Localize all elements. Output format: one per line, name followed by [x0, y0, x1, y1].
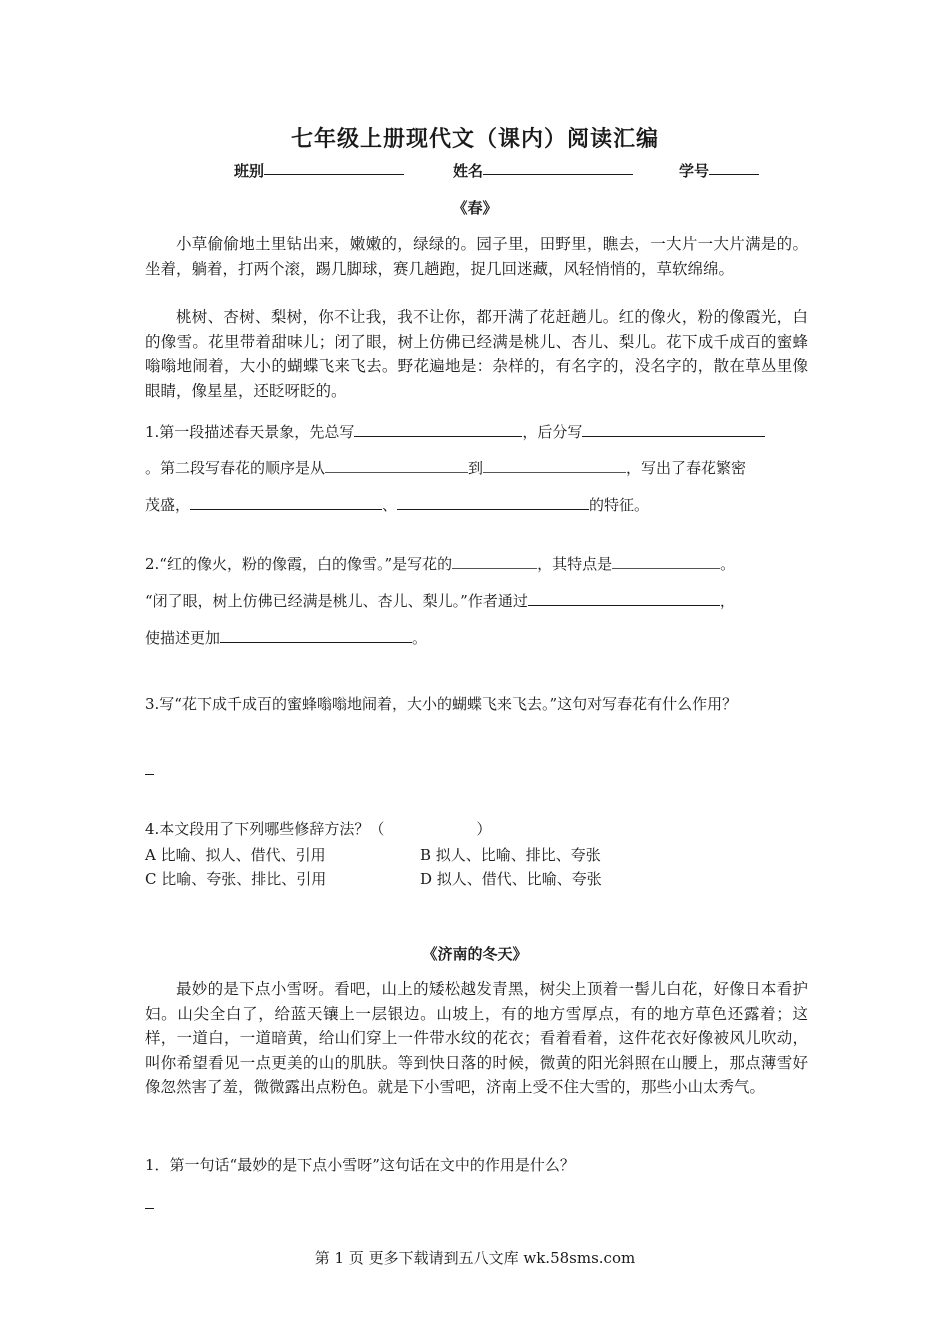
q1-text-a: 1.第一段描述春天景象，先总写 [145, 423, 355, 441]
q4-option-c[interactable]: C 比喻、夸张、排比、引用 [145, 870, 327, 888]
q2-text-e: ， [719, 592, 735, 610]
q2-text-d: “闭了眼，树上仿佛已经满是桃儿、杏儿、梨儿。”作者通过 [145, 592, 528, 610]
id-field [679, 160, 709, 181]
q2-text-g: 。 [412, 629, 428, 647]
question-1-line-2 [145, 457, 808, 478]
name-field [453, 160, 483, 181]
spring-paragraph-2: 桃树、杏树、梨树，你不让我，我不让你，都开满了花赶趟儿。红的像火，粉的像霞光，白的像雪。花里带着甜味儿；闭了眼，树上仿佛已经满是桃儿、杏儿、梨儿。花下成千成百的蜜蜂嗡嗡地闹着，大小的蝴蝶飞来飞去。野花遍地是：杂样的，有名字的，没名字的，散在草丛里像眼睛，像星星，还眨呀眨的。 [145, 308, 808, 400]
q1-blank-6[interactable] [397, 495, 589, 510]
id-blank[interactable] [709, 160, 759, 175]
document-title: 七年级上册现代文（课内）阅读汇编 [290, 126, 659, 152]
id-label: 学号 [679, 162, 710, 180]
q1-blank-3[interactable] [325, 458, 468, 473]
q4-option-a[interactable]: A 比喻、拟人、借代、引用 [145, 846, 326, 864]
q2-text-f: 使描述更加 [145, 629, 221, 647]
spring-paragraph-1: 小草偷偷地土里钻出来，嫩嫩的，绿绿的。园子里，田野里，瞧去，一大片一大片满是的。坐着，躺着，打两个滚，踢几脚球，赛几趟跑，捉几回迷藏，风轻悄悄的，草软绵绵。 [145, 235, 808, 278]
q1-blank-5[interactable] [190, 495, 382, 510]
question-3-answer-line[interactable] [145, 774, 154, 775]
q1-blank-2[interactable] [582, 422, 765, 437]
section-title-jinan-winter: 《济南的冬天》 [422, 945, 528, 963]
q2-blank-4[interactable] [220, 628, 412, 643]
class-field [234, 160, 264, 181]
jinan-paragraph-1: 最妙的是下点小雪呀。看吧，山上的矮松越发青黑，树尖上顶着一髻儿白花，好像日本看护妇。山尖全白了，给蓝天镶上一层银边。山坡上，有的地方雪厚点，有的地方草色还露着；这样，一道白，一道暗黄，给山们穿上一件带水纹的花衣；看着看着，这件花衣好像被风儿吹动，叫你希望看见一点更美的山的肌肤。等到快日落的时候，微黄的阳光斜照在山腰上，那点薄雪好像忽然害了羞，微微露出点粉色。就是下小雪吧，济南上受不住大雪的，那些小山太秀气。 [145, 980, 808, 1096]
question-1-line-3 [145, 494, 808, 515]
q4-stem-text: 4.本文段用了下列哪些修辞方法？（ [145, 820, 385, 838]
question-2-line-1 [145, 553, 808, 574]
q1-text-e: ，写出了春花繁密 [626, 459, 747, 477]
question-4-stem [145, 818, 808, 839]
q2-blank-1[interactable] [452, 554, 537, 569]
question-3: 3.写“花下成千成百的蜜蜂嗡嗡地闹着，大小的蝴蝶飞来飞去。”这句对写春花有什么作用？ [145, 695, 738, 713]
question-2-line-3 [145, 627, 808, 648]
q1-text-c: 。第二段写春花的顺序是从 [145, 459, 326, 477]
q2-blank-3[interactable] [528, 591, 720, 606]
q4-option-d[interactable]: D 拟人、借代、比喻、夸张 [420, 870, 602, 888]
q2-text-c: 。 [720, 555, 736, 573]
q1-text-h: 的特征。 [589, 496, 650, 514]
class-blank[interactable] [264, 160, 404, 175]
question-1-line-1 [145, 421, 808, 442]
q1-text-d: 到 [468, 459, 484, 477]
q1-text-f: 茂盛， [145, 496, 191, 514]
q4-close-paren: ） [476, 820, 492, 838]
q4-option-b[interactable]: B 拟人、比喻、排比、夸张 [420, 846, 601, 864]
jinan-question-1: 1．第一句话“最妙的是下点小雪呀”这句话在文中的作用是什么？ [145, 1156, 575, 1174]
q1-text-g: 、 [382, 496, 398, 514]
name-blank[interactable] [483, 160, 633, 175]
section-title-spring: 《春》 [452, 199, 498, 217]
q1-blank-4[interactable] [483, 458, 626, 473]
jinan-question-1-answer-line[interactable] [145, 1208, 154, 1209]
q2-text-b: ，其特点是 [537, 555, 613, 573]
q1-text-b: ，后分写 [522, 423, 583, 441]
class-label: 班别 [234, 162, 265, 180]
question-2-line-2 [145, 590, 808, 611]
page-footer: 第 1 页 更多下载请到五八文库 wk.58sms.com [314, 1249, 636, 1267]
name-label: 姓名 [453, 162, 484, 180]
q2-blank-2[interactable] [612, 554, 720, 569]
q1-blank-1[interactable] [354, 422, 522, 437]
q2-text-a: 2.“红的像火，粉的像霞，白的像雪。”是写花的 [145, 555, 453, 573]
